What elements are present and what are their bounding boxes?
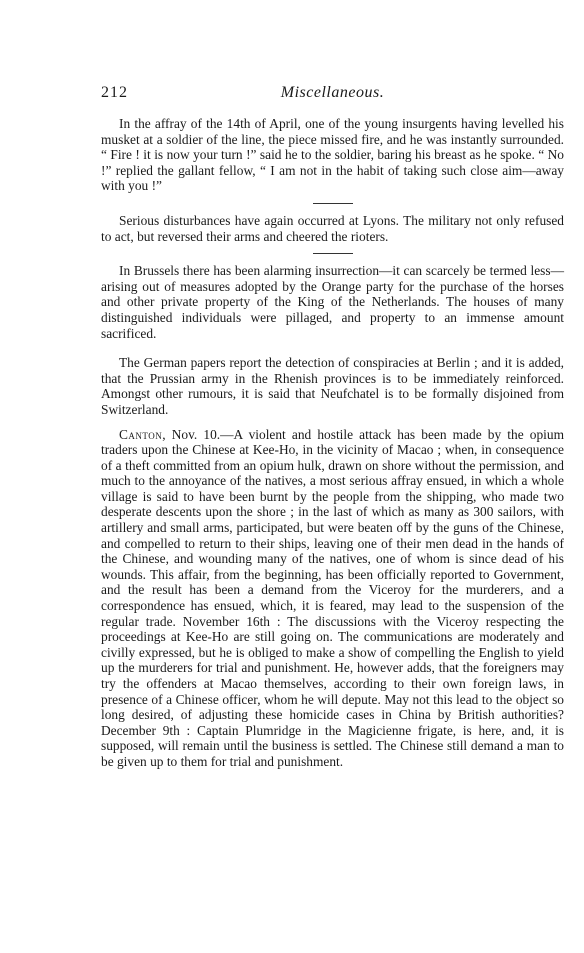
paragraph-canton-body: , Nov. 10.—A violent and hostile attack has been made by the opium traders upon the Chinese at Kee-Ho, in the vicinity of Macao ; when, in consequence of a theft committed from an opium hulk, drawn on shore without the permission, and much to the annoyance of the natives, a most serious affray ensued, in which a whole village is said to have been burnt by the people from the shipping, who made two desperate descents upon the shore ; in the last of which as many as 300 sailors, with artillery and small arms, participated, but were beaten off by the guns of the Chinese, and compelled to return to their ships, leaving one of their men dead in the hands of the Chinese, and wounding many of the natives, one of whom is since dead of his wounds. This affair, from the beginning, has been officially reported to Government, and the result has been a demand from the Viceroy for the murderers, and a correspondence has ensued, which, it is feared, may lead to the suspension of the regular trade. November 16th : The discussions with the Viceroy respecting the proceedings at Kee-Ho are still going on. The communications are moderately and civilly expressed, but he is obliged to make a show of compelling the English to yield up the murderers for trial and punishment. He, however adds, that the foreigners may try the offenders at Macao themselves, according to their own foreign laws, in presence of a Chinese officer, whom he will depute. May not this lead to the object so long desired, of adjusting these homicide cases in China by British authorities? December 9th : Captain Plumridge in the Magicienne frigate, is here, and, it is supposed, will remain until the business is settled. The Chinese still demand a man to be given up to them for trial and punishment.	[101, 426, 564, 769]
page-header	[101, 84, 564, 106]
paragraph-affray: In the affray of the 14th of April, one of the young insurgents having levelled his musket at a soldier of the line, the piece missed fire, and he was instantly surrounded. “ Fire ! it is now your turn !” said he to the soldier, baring his breast as he spoke. “ No !” replied the gallant fellow, “ I am not in the habit of taking such close aim—away with you !”	[101, 116, 564, 194]
paragraph-lyons: Serious disturbances have again occurred at Lyons. The military not only refused to act, but reversed their arms and cheered the rioters.	[101, 212, 564, 244]
page-number: 212	[101, 84, 128, 101]
section-gap	[101, 341, 564, 355]
paragraph-canton	[101, 427, 564, 770]
dateline-place: Canton	[119, 426, 163, 442]
paragraph-brussels: In Brussels there has been alarming insurrection—it can scarcely be termed less—arising out of measures adopted by the Orange party for the purchase of the horses and other private property of the King of the Netherlands. The houses of many distinguished individuals were pillaged, and property to an immense amount sacrificed.	[101, 263, 564, 341]
section-divider	[313, 253, 353, 254]
running-title: Miscellaneous.	[280, 84, 385, 101]
section-divider	[313, 203, 353, 204]
document-page	[101, 84, 564, 770]
paragraph-german: The German papers report the detection of conspiracies at Berlin ; and it is added, that the Prussian army in the Rhenish provinces is to be immediately reinforced. Amongst other rumours, it is said that Neufchatel is to be formally disjoined from Switzerland.	[101, 355, 564, 417]
section-gap	[101, 418, 564, 427]
